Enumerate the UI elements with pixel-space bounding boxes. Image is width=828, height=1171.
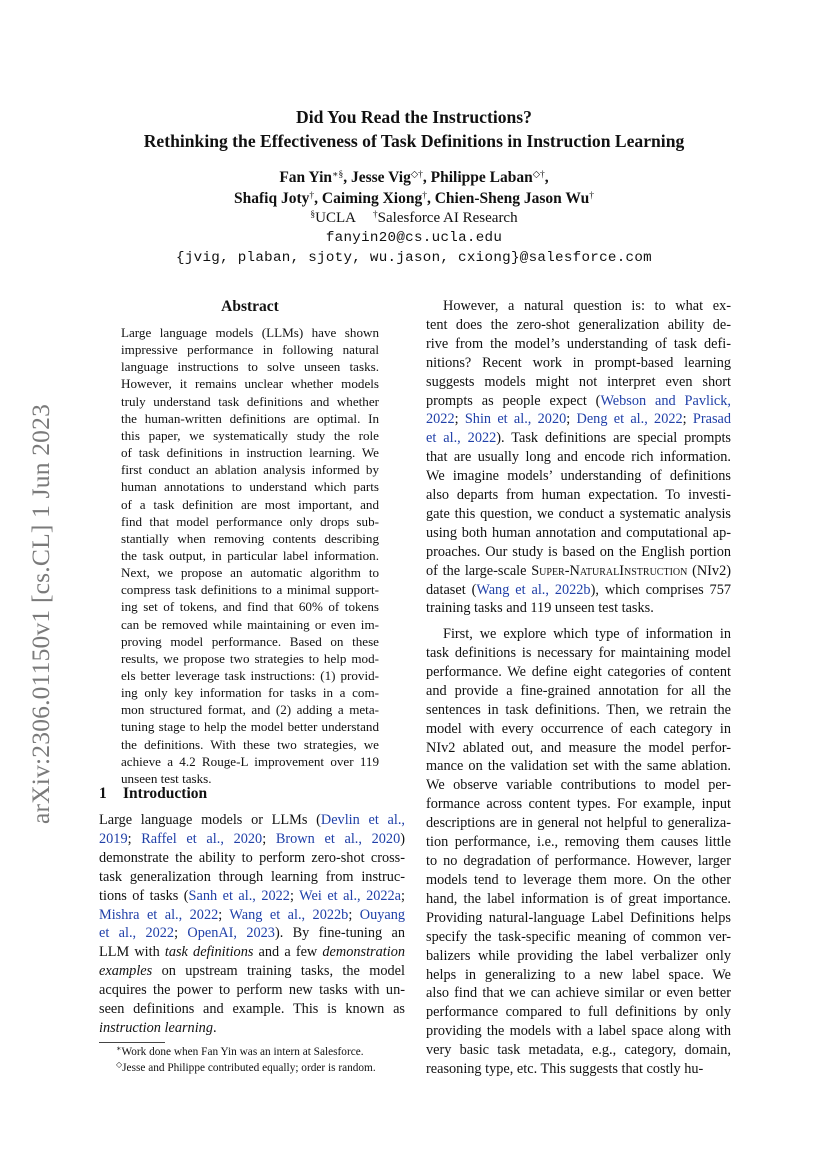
paragraph-line (426, 543, 731, 562)
paragraph-line (99, 1019, 405, 1038)
text-run: (NIv2) (687, 562, 731, 579)
paragraph-line (99, 981, 405, 1000)
paragraph-line (426, 984, 731, 1003)
text-run: tent does the zero-shot generalization ability de- (426, 316, 731, 333)
text-run: NIv2 ablated out, and measure the model perfor- (426, 739, 731, 756)
paper-title-line-2: Rethinking the Effectiveness of Task Definitions in Instruction Learning (143, 131, 685, 151)
paragraph-line (426, 1003, 731, 1022)
text-run: LLM with (99, 944, 165, 961)
footnote (116, 1061, 376, 1076)
abstract-line: language instructions to solve unseen tasks. (121, 359, 379, 375)
citation-link[interactable]: Wang et al., 2022b (229, 906, 349, 923)
text-run: nitions? Recent work in prompt-based learning (426, 354, 731, 371)
paragraph-line (426, 1041, 731, 1060)
paragraph-line (426, 562, 731, 581)
paragraph-line (426, 814, 731, 833)
paragraph-line (426, 1060, 731, 1079)
text-run: First, we explore which type of information in (443, 626, 731, 642)
paragraph-line (426, 335, 731, 354)
paragraph-line (426, 833, 731, 852)
emphasized-term: demonstration (322, 944, 406, 961)
text-run: task definitions is necessary for maintaining model (426, 644, 731, 661)
text-run: formance across content types. For example, input (426, 796, 731, 813)
emphasized-term: instruction learning (99, 1019, 213, 1036)
text-run: descriptions are in general not helpful to generaliza- (426, 815, 731, 832)
paragraph-line (426, 776, 731, 795)
abstract-line: human annotations to understand which parts (121, 479, 379, 495)
abstract-line: of a task definition are most important, and (121, 496, 379, 512)
abstract-line: this paper, we systematically study the role (121, 427, 379, 443)
citation-link[interactable]: Wang et al., 2022b (476, 581, 591, 598)
paragraph-line (426, 467, 731, 486)
author-affiliation-mark: † (589, 191, 594, 201)
text-run: mance on the validation set with the same ablation. (426, 758, 731, 775)
author-line-1: Fan Yin∗§, Jesse Vig◇†, Philippe Laban◇†, (279, 169, 549, 186)
text-run: demonstrate the ability to perform zero-shot cross- (99, 849, 405, 866)
text-run: and provide a fine-grained annotation for all the (426, 682, 731, 699)
paragraph-line (99, 887, 405, 906)
citation-link[interactable]: Shin et al., 2020 (464, 411, 567, 428)
abstract-line: results, we propose two strategies to help mod- (121, 650, 379, 666)
citation-link[interactable]: Deng et al., 2022 (576, 411, 683, 428)
author-affiliation-mark: ◇† (410, 170, 423, 180)
text-run: acquires the power to perform new tasks with un- (99, 982, 405, 999)
affiliation-ucla: UCLA (315, 210, 356, 226)
abstract-line: of task definitions in instruction learning. We (121, 445, 379, 461)
paragraph-line (99, 943, 405, 962)
footnote (116, 1045, 364, 1060)
text-run: performance. We define eight categories of content (426, 663, 731, 680)
text-run: ; (348, 906, 360, 923)
dataset-name: Super-NaturalInstruction (531, 562, 688, 579)
author-name: Chien-Sheng Jason Wu (434, 190, 590, 207)
author-name: Shafiq Joty (234, 190, 310, 207)
paragraph-line (99, 924, 405, 943)
paragraph-line (426, 410, 731, 429)
citation-link[interactable]: Mishra et al., 2022 (99, 906, 219, 923)
paragraph-line (99, 962, 405, 981)
text-run: tion performance, i.e., removing them causes little (426, 834, 731, 851)
abstract-line: first conduct an ablation analysis informed by (121, 462, 379, 478)
text-run: model with every occurrence of each category in (426, 720, 731, 737)
abstract-line: achieve a 4.2 Rouge-L improvement over 119 (121, 753, 379, 769)
author-name: Jesse Vig (350, 169, 411, 186)
footnote-mark: ◇ (116, 1059, 123, 1069)
footnote-text: Work done when Fan Yin was an intern at Salesforce. (121, 1046, 364, 1058)
citation-link[interactable]: et al., 2022 (99, 925, 175, 942)
paragraph-line (426, 928, 731, 947)
citation-link[interactable]: Prasad (692, 411, 732, 428)
paragraph-line (426, 890, 731, 909)
citation-link[interactable]: Wei et al., 2022a (299, 887, 402, 904)
paragraph-line (426, 871, 731, 890)
abstract-line: compress task definitions to a minimal support- (121, 582, 379, 598)
section-number: 1 (99, 785, 107, 802)
text-run: We imagine models’ understanding of definitions (426, 468, 731, 485)
abstract-line: the human-written definitions are optimal. In (121, 410, 379, 426)
text-run: hand, the label information is of great importance. (426, 890, 731, 907)
section-title: Introduction (123, 785, 208, 802)
arxiv-side-banner (18, 378, 64, 850)
abstract-line: the task output, in particular label information. (121, 547, 379, 563)
paragraph-line (426, 505, 731, 524)
paragraph-line (426, 663, 731, 682)
text-run: suggests models might not interpret even short (426, 373, 731, 390)
author-affiliation-mark: † (309, 191, 315, 201)
text-run: ; (401, 887, 405, 904)
text-run: training tasks and 119 unseen test tasks. (426, 600, 654, 617)
text-run: prompts as people expect ( (426, 392, 601, 409)
paragraph-line (426, 739, 731, 758)
citation-link[interactable]: 2022 (426, 411, 455, 428)
paragraph-line (443, 297, 731, 316)
paragraph-line (99, 849, 405, 868)
paragraph-line (426, 581, 731, 600)
author-line-2: Shafiq Joty†, Caiming Xiong†, Chien-Sheng Jason Wu† (234, 190, 594, 207)
text-run: proaches. Our study is based on the English portion (426, 543, 731, 560)
paragraph-line (426, 682, 731, 701)
text-run: providing the models with a label space along with (426, 1023, 731, 1040)
citation-link[interactable]: OpenAI, 2023 (187, 925, 275, 942)
text-run: ; (127, 830, 142, 847)
paragraph-line (426, 373, 731, 392)
abstract-line: Next, we propose an automatic algorithm to (121, 565, 379, 581)
abstract-line: find that model performance only drops sub- (121, 513, 379, 529)
text-run: Large language models or LLMs ( (99, 812, 321, 828)
text-run: task generalization through learning from instruc- (99, 868, 405, 885)
text-run: Providing natural-language Label Definitions helps (426, 909, 731, 926)
footnote-rule (99, 1042, 165, 1043)
abstract-line: tuning stage to help the model better understand (121, 719, 379, 735)
abstract-line: can be removed while maintaining or even im- (121, 616, 379, 632)
text-run: ). Task definitions are special prompts (496, 430, 731, 447)
text-run: We observe variable contributions to model per- (426, 777, 731, 794)
email-ucla[interactable]: fanyin20@cs.ucla.edu (325, 230, 503, 246)
paragraph-line (426, 354, 731, 373)
text-run: ), which comprises 757 (590, 581, 731, 598)
abstract-line: impressive performance in following natural (121, 342, 379, 358)
abstract-line: els better leverage task instructions: (1) provid- (121, 668, 379, 683)
text-run: of the large-scale (426, 562, 532, 579)
paragraph-line (99, 811, 405, 830)
text-run: helps in generalizing to a new label space. We (426, 966, 731, 983)
emphasized-term: task definitions (164, 944, 254, 961)
author-affiliation-mark: † (422, 191, 427, 201)
arxiv-identifier: arXiv:2306.01150v1 [cs.CL] 1 Jun 2023 (26, 403, 55, 825)
text-run: performance compared to full definitions by only (426, 1004, 731, 1021)
text-run: . (212, 1019, 217, 1036)
abstract-line: Large language models (LLMs) have shown (121, 325, 379, 340)
text-run: dataset ( (426, 581, 477, 598)
abstract-line: However, it remains unclear whether models (121, 376, 379, 392)
paragraph-line (426, 486, 731, 505)
text-run: also find that we can achieve similar or even better (426, 985, 731, 1002)
text-run: models tend to leverage them more. On the other (426, 871, 731, 888)
citation-link[interactable]: Raffel et al., 2020 (141, 830, 263, 847)
text-run: balizers while providing the label verbalizer only (426, 947, 731, 964)
text-run: that are usually long and encode rich information. (426, 449, 731, 466)
citation-link[interactable]: Devlin et al., (320, 812, 405, 828)
text-run: to no degradation of performance. However, larger (426, 853, 731, 870)
text-run: ; (262, 830, 276, 847)
paragraph-line (426, 316, 731, 335)
paragraph-line (426, 599, 731, 618)
paper-title-line-1: Did You Read the Instructions? (296, 107, 532, 127)
text-run: also departs from human expectation. To investi- (426, 487, 731, 503)
paragraph-line (426, 524, 731, 543)
abstract-line: stantially when removing contents describing (121, 530, 379, 546)
text-run: ; (454, 411, 465, 428)
paragraph-line (426, 795, 731, 814)
paragraph-line (99, 1000, 405, 1019)
paragraph-line (426, 852, 731, 871)
abstract-line: ing set of tokens, and find that 60% of tokens (121, 599, 379, 615)
text-run: tions of tasks ( (99, 887, 189, 904)
author-affiliation-mark: ∗§ (332, 170, 344, 180)
abstract-heading: Abstract (221, 298, 279, 315)
paragraph-line (426, 966, 731, 985)
text-run: and a few (253, 944, 323, 961)
paragraph-line (426, 392, 731, 411)
paragraph-line (426, 1022, 731, 1041)
text-run: sentences in task definitions. Then, we retrain the (426, 701, 731, 718)
paragraph-line (426, 701, 731, 720)
author-name: Fan Yin (279, 169, 333, 186)
citation-link[interactable]: Brown et al., 2020 (275, 830, 401, 847)
text-run: ) (400, 830, 405, 847)
abstract-line: ing only key information for tasks in a com- (121, 685, 379, 701)
salesforce-mark: † (372, 210, 378, 220)
text-run: rive from the model’s understanding of task defi- (426, 335, 731, 352)
abstract-line: truly understand task definitions and whether (121, 393, 379, 409)
paragraph-line (426, 909, 731, 928)
text-run: ; (289, 887, 300, 904)
text-run: very basic task metadata, e.g., category, domain, (426, 1042, 731, 1059)
paragraph-line (426, 947, 731, 966)
paragraph-line (426, 644, 731, 663)
citation-link[interactable]: et al., 2022 (426, 430, 497, 447)
ucla-mark: § (310, 210, 316, 220)
author-name: Philippe Laban (430, 169, 533, 186)
text-run: using both human annotation and computational ap- (426, 524, 731, 541)
paragraph-line (99, 868, 405, 887)
abstract-line: unseen test tasks. (121, 770, 212, 786)
abstract-line: mon structured format, and (2) adding a meta- (121, 702, 379, 718)
paragraph-line (426, 429, 731, 448)
paragraph-line (443, 625, 731, 644)
text-run: ; (682, 411, 693, 428)
affiliation-salesforce: Salesforce AI Research (377, 210, 518, 226)
citation-link[interactable]: Sanh et al., 2022 (188, 887, 290, 904)
email-salesforce[interactable]: {jvig, plaban, sjoty, wu.jason, cxiong}@salesforce.com (176, 250, 652, 266)
text-run: reasoning type, etc. This suggests that costly hu- (426, 1061, 704, 1078)
paragraph-line (99, 830, 405, 849)
paragraph-line (426, 757, 731, 776)
citation-link[interactable]: Webson and Pavlick, (600, 392, 732, 409)
text-run: seen definitions and example. This is known as (99, 1001, 405, 1017)
text-run: ; (174, 925, 188, 942)
paragraph-line (426, 448, 731, 467)
affiliations (0, 208, 828, 228)
paragraph-line (99, 906, 405, 925)
footnote-mark: ∗ (116, 1044, 122, 1053)
paragraph-line (426, 720, 731, 739)
text-run: specify the task-specific meaning of common ver- (426, 928, 731, 945)
citation-link[interactable]: Ouyang (359, 906, 406, 923)
footnote-text: Jesse and Philippe contributed equally; order is random. (122, 1061, 376, 1074)
abstract-line: the definitions. With these two strategies, we (121, 736, 379, 752)
abstract-line: proving model performance. Based on these (121, 633, 379, 649)
citation-link[interactable]: 2019 (99, 830, 128, 847)
text-run: gate this question, we conduct a systematic analysis (426, 505, 731, 522)
text-run: on upstream training tasks, the model (152, 963, 405, 980)
section-heading-introduction (99, 784, 207, 804)
text-run: ). By fine-tuning an (274, 925, 405, 942)
text-run: ; (566, 411, 577, 428)
text-run: ; (218, 906, 230, 923)
text-run: However, a natural question is: to what ex- (443, 298, 731, 314)
author-name: Caiming Xiong (321, 190, 423, 207)
author-affiliation-mark: ◇† (532, 170, 545, 180)
emphasized-term: examples (99, 963, 153, 980)
